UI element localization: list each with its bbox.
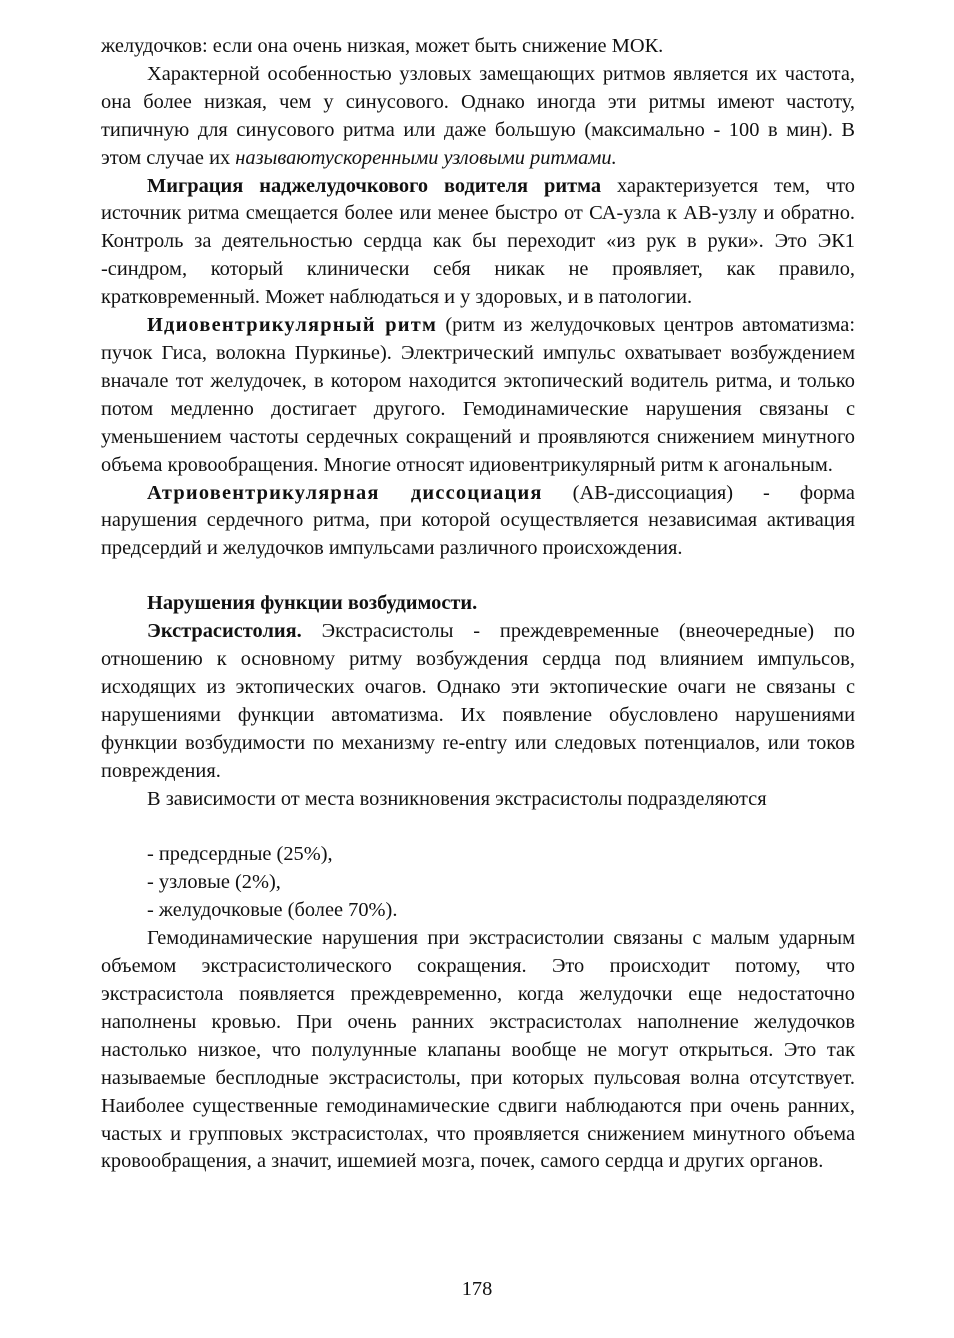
list-item: - желудочковые (более 70%). [147,899,398,922]
paragraph-extrasystole [101,618,855,785]
paragraph-text: Характерной особенностью узловых замещающих ритмов является их частота, она более низкая, чем у синусового. Однако иногда эти ритмы имеют частоту, типичную для синусового ритма или даже большую (максимально - 100 в мин). В этом случае их [101,62,855,169]
paragraph-av-dissociation [101,480,855,564]
paragraph-text: (АВ-диссоциация) - форма нарушения сердечного ритма, при которой осуществляется независимая активация предсердий и желудочков импульсами различного происхождения. [101,481,855,560]
paragraph-text: (ритм из желудочковых центров автоматизма: пучок Гиса, волокна Пуркинье). Электрический импульс охватывает возбуждением вначале тот желудочек, в котором находится эктопический водитель ритма, и только потом медленно достигает другого. Гемодинамические нарушения связаны с уменьшением частоты сердечных сокращений и проявляются снижением минутного объема кровообращения. Многие относят идиовентрикулярный ритм к агональным. [101,314,855,476]
list-item: - узловые (2%), [147,871,281,894]
bold-term: Экстрасистолия. [147,620,302,643]
paragraph-text: характеризуется тем, что источник ритма смещается более или менее быстро от СА-узла к АВ-узлу и обратно. Контроль за деятельностью сердца как бы переходит «из рук в руки». Это ЭК1 -синдром, который клинически себя никак не проявляет, как правило, кратковременный. Может наблюдаться и у здоровых, и в патологии. [101,174,855,309]
bold-term: Атриовентрикулярная диссоциация [147,481,543,504]
paragraph-hemodynamics: Гемодинамические нарушения при экстрасистолии связаны с малым ударным объемом экстрасистолического сокращения. Это происходит потому, что экстрасистола появляется преждевременно, когда желудочки еще недостаточно наполнены кровью. При очень ранних экстрасистолах наполнение желудочков настолько низкое, что полулунные клапаны вообще не могут открыться. Это так называемые бесплодные экстрасистолы, при которых пульсовая волна отсутствует. Наиболее существенные гемодинамические сдвиги наблюдаются при очень ранних, частых и групповых экстрасистолах, что проявляется снижением минутного объема кровообращения, а значит, ишемией мозга, почек, самого сердца и других органов. [101,927,855,1173]
section-heading: Нарушения функции возбудимости. [147,592,478,615]
paragraph-continuation: желудочков: если она очень низкая, может быть снижение МОК. [101,35,664,57]
paragraph-classification: В зависимости от места возникновения экстрасистолы подразделяются [147,787,767,810]
paragraph-nodal-rhythms [101,61,855,173]
bold-term: Идиовентрикулярный ритм [147,314,438,337]
bold-term: Миграция наджелудочкового водителя ритма [147,174,602,197]
list-item: - предсердные (25%), [147,843,333,866]
page-number: 178 [461,1278,493,1300]
paragraph-idioventricular [101,312,855,479]
body-text [101,33,855,1176]
italic-term: называютускоренными узловыми ритмами. [235,146,617,169]
paragraph-text: Экстрасистолы - преждевременные (внеочередные) по отношению к основному ритму возбуждения сердца под влиянием импульсов, исходящих из эктопических очагов. Однако эти эктопические очаги не связаны с нарушениями функции автоматизма. Их появление обусловлено нарушениями функции возбудимости по механизму re-entry или следовых потенциалов, или токов повреждения. [101,620,855,782]
extrasystole-list [101,841,855,925]
paragraph-pacemaker-migration [101,173,855,313]
